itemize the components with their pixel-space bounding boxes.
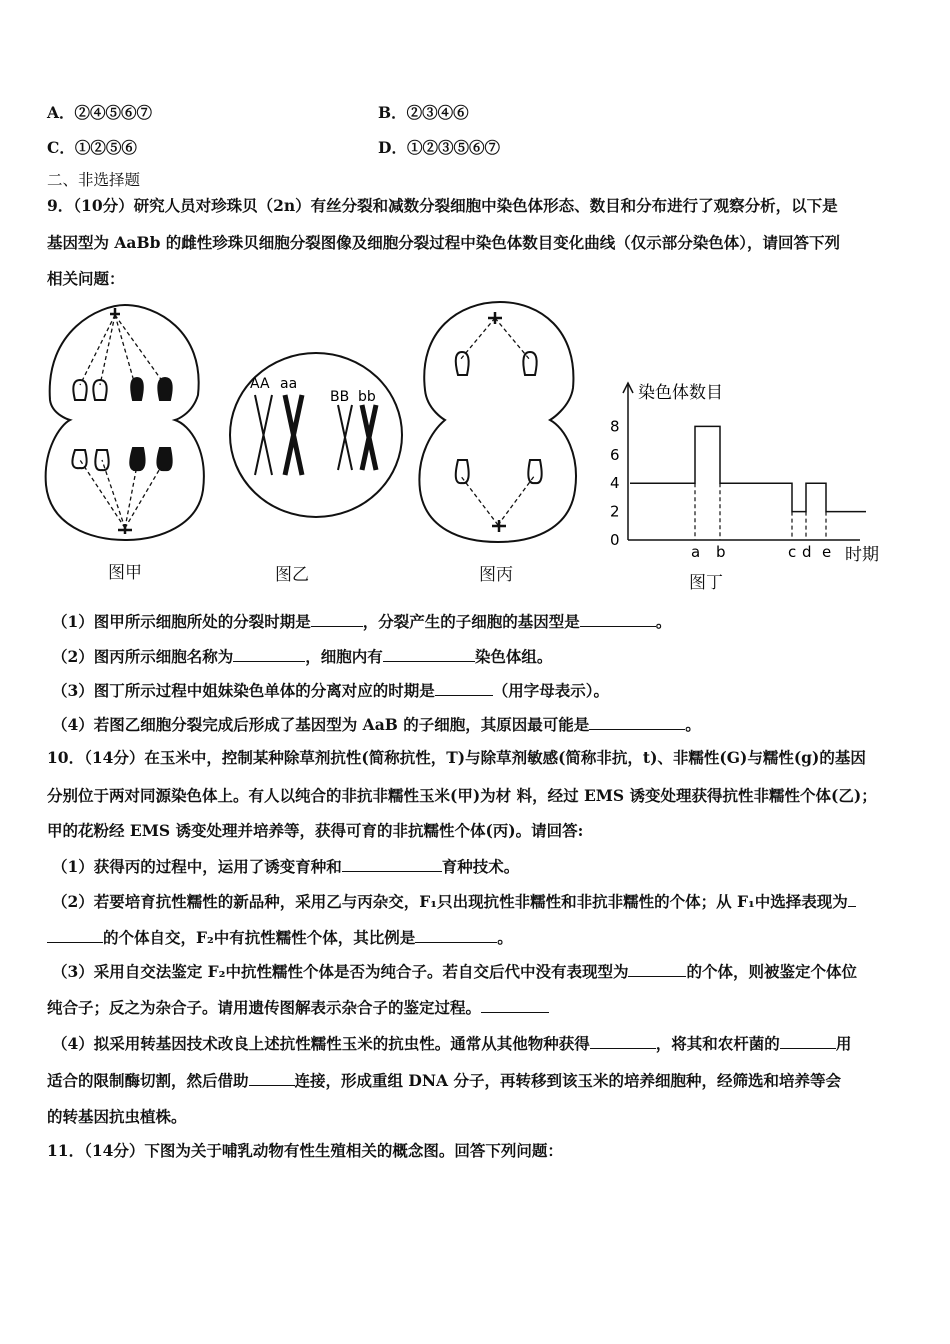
q10-line2: 分别位于两对同源染色体上。有人以纯合的非抗非糯性玉米(甲)为材 料，经过 EMS 诱变处理获得抗性非糯性个体(乙)； [47,786,877,805]
chart-ding [610,383,879,565]
option-c[interactable]: C．①②⑤⑥ [47,138,137,157]
blank[interactable] [590,1032,656,1049]
q10-s3b: 纯合子；反之为杂合子。请用遗传图解表示杂合子的鉴定过程。 [47,996,549,1019]
chart-xlabel: 时期 [845,545,879,565]
q9-s3: （3）图丁所示过程中姐妹染色单体的分离对应的时期是 （用字母表示）。 [52,681,610,700]
blank[interactable] [628,960,686,977]
y-tick-label: 8 [610,417,620,436]
y-tick-label: 2 [610,502,620,521]
q10-s2a: （2）若要培育抗性糯性的新品种，采用乙与丙杂交，F₁只出现抗性非糯性和非抗非糯性的个体；从 F₁中选择表现为 [52,890,856,913]
blank[interactable] [589,713,685,730]
q10-line1: 10．（14分）在玉米中，控制某种除草剂抗性(简称抗性，T)与除草剂敏感(简称非抗，t)、非糯性(G)与糯性(g)的基因 [47,748,866,767]
blank[interactable] [233,645,305,662]
q10-s1: （1）获得丙的过程中，运用了诱变育种和 育种技术。 [52,857,520,876]
q10-s4a: （4）拟采用转基因技术改良上述抗性糯性玉米的抗虫性。通常从其他物种获得 ，将其和农杆菌的 用 [52,1034,852,1053]
cell-bing [419,302,576,542]
blank[interactable] [311,610,363,627]
blank[interactable] [580,610,656,627]
option-b[interactable]: B．②③④⑥ [378,103,469,122]
x-marker-c: c [788,543,797,561]
cell-figures [40,300,920,600]
fig-yi-label: 图乙 [275,565,309,585]
q9-line3: 相关问题： [47,269,125,288]
blank[interactable] [47,926,103,943]
blank[interactable] [383,645,475,662]
gene-aa: aa [280,376,298,392]
q9-line2: 基因型为 AaBb 的雌性珍珠贝细胞分裂图像及细胞分裂过程中染色体数目变化曲线（仅示部分染色体），请回答下列 [47,233,841,252]
q10-line3: 甲的花粉经 EMS 诱变处理并培养等，获得可育的非抗糯性个体(丙)。请回答: [47,821,584,840]
blank[interactable] [435,679,493,696]
gene-AA: AA [250,376,270,392]
y-tick-label: 0 [610,531,620,549]
q10-s4c: 的转基因抗虫植株。 [47,1107,187,1126]
fig-jia-label: 图甲 [108,563,142,583]
q11-line1: 11．（14分）下图为关于哺乳动物有性生殖相关的概念图。回答下列问题： [47,1141,563,1160]
option-d[interactable]: D．①②③⑤⑥⑦ [378,138,500,157]
q9-s4: （4）若图乙细胞分裂完成后形成了基因型为 AaB 的子细胞，其原因最可能是 。 [52,715,701,734]
y-tick-label: 4 [610,474,620,493]
x-marker-d: d [802,543,812,561]
blank[interactable] [848,890,856,907]
y-tick-label: 6 [610,445,620,464]
q10-s2b: 的个体自交，F₂中有抗性糯性个体，其比例是 。 [47,926,513,949]
gene-bb: bb [358,389,376,405]
blank[interactable] [415,926,497,943]
q9-s1: （1）图甲所示细胞所处的分裂时期是 ，分裂产生的子细胞的基因型是 。 [52,612,672,631]
x-marker-e: e [822,543,832,561]
section-title: 二、非选择题 [47,171,141,189]
fig-bing-label: 图丙 [479,565,513,585]
blank[interactable] [249,1069,295,1086]
cell-jia [46,305,204,540]
x-marker-b: b [716,543,726,561]
option-a[interactable]: A．②④⑤⑥⑦ [47,103,153,122]
chart-ylabel: 染色体数目 [638,383,723,403]
q9-line1: 9．（10分）研究人员对珍珠贝（2n）有丝分裂和减数分裂细胞中染色体形态、数目和分布进行了观察分析，以下是 [47,196,838,215]
q10-s3a: （3）采用自交法鉴定 F₂中抗性糯性个体是否为纯合子。若自交后代中没有表现型为 的个体，则被鉴定个体位 [52,962,857,981]
blank[interactable] [780,1032,836,1049]
chromosome-curve [630,426,866,511]
blank[interactable] [342,855,442,872]
blank[interactable] [481,996,549,1013]
gene-BB: BB [330,389,350,405]
fig-ding-label: 图丁 [689,573,723,593]
q9-s2: （2）图丙所示细胞名称为 ，细胞内有 染色体组。 [52,647,553,666]
q10-s4b: 适合的限制酶切割，然后借助 连接，形成重组 DNA 分子，再转移到该玉米的培养细胞种，经筛选和培养等会 [47,1071,841,1090]
x-marker-a: a [691,543,701,561]
